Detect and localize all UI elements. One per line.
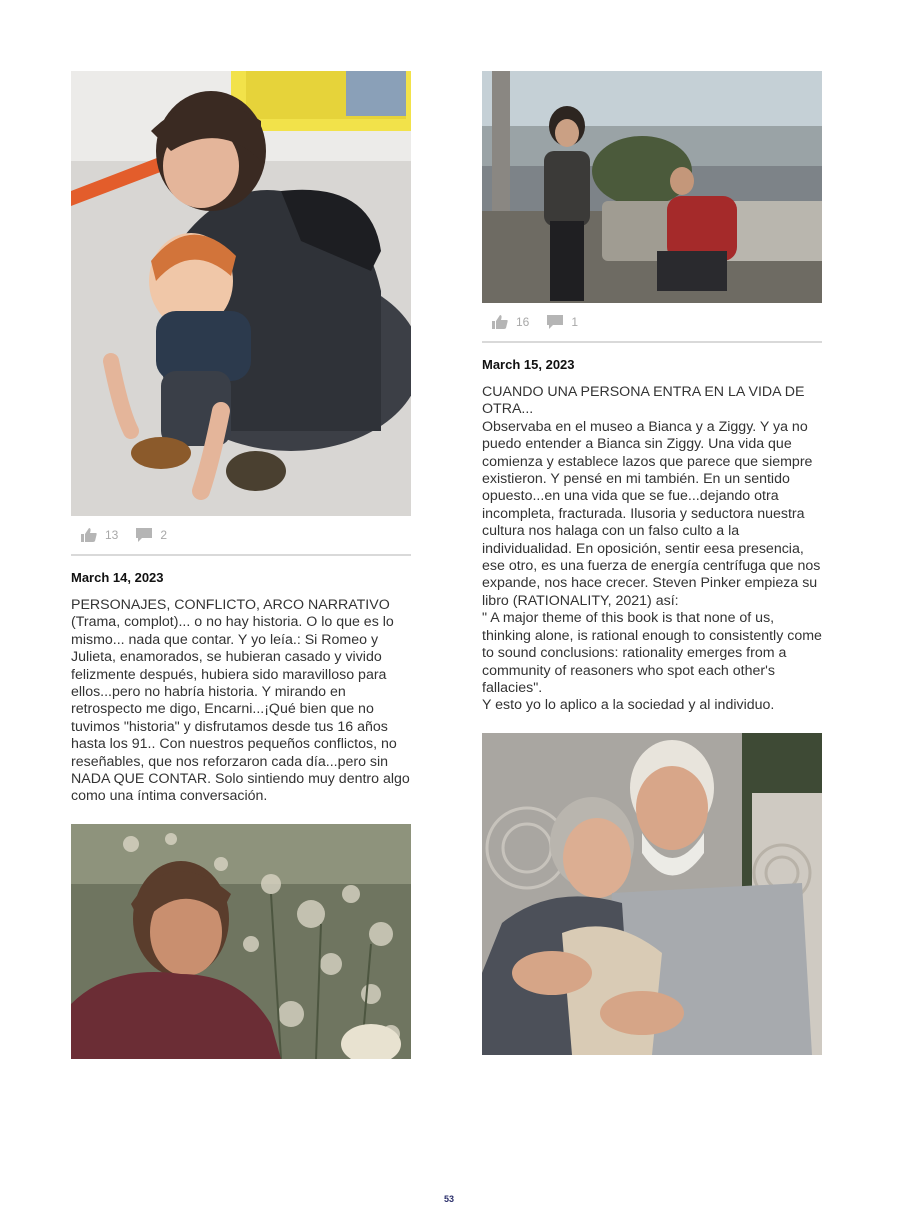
post-body — [71, 597, 411, 806]
post-body — [482, 384, 822, 715]
comment-count: 1 — [571, 315, 579, 329]
page-number: 53 — [443, 1194, 454, 1204]
post-date: March 15, 2023 — [482, 357, 575, 372]
comment-count: 2 — [160, 528, 168, 542]
post-column-left — [71, 71, 411, 1059]
elderly-couple-embrace-photo — [482, 733, 822, 1055]
like-counter[interactable] — [81, 528, 118, 542]
post-paragraph: CUANDO UNA PERSONA ENTRA EN LA VIDA DE OTRA... — [482, 384, 805, 418]
post-date: March 14, 2023 — [71, 570, 164, 585]
post-paragraph: Observaba en el museo a Bianca y a Ziggy. Y ya no puedo entender a Bianca sin Ziggy. Una vida que comienza y establece lazos que parece que siempre existieron. Y pensé en mi también. En un sentido opuesto...en una vida que se fue...dejando otra incompleta, fracturada. Ilusoria y seductora nuestra cultura nos halaga con un falso culto a la individualidad. En oposición, sentir eesa presencia, ese otro, es una fuerza de energía centrífuga que nos expande, nos hace crecer. Steven Pinker empieza su libro (RATIONALITY, 2021) así: — [482, 418, 821, 609]
post-stats — [482, 303, 822, 343]
comment-icon — [136, 528, 152, 543]
post-paragraph: Y esto yo lo aplico a la sociedad y al individuo. — [482, 697, 775, 714]
comment-counter[interactable] — [547, 315, 578, 330]
post-paragraph: PERSONAJES, CONFLICTO, ARCO NARRATIVO (Trama, complot)... o no hay historia. O lo que es lo mismo... nada que contar. Y yo leía.: Si Romeo y Julieta, enamorados, se hubieran casado y vivido felizmente después, hubiera sido maravilloso para ellos...pero no habría historia. Y mirando en retrospecto me digo, Encarni...¡Qué bien que no tuvimos "historia" y disfrutamos desde tus 16 años hasta los 91.. Con nuestros pequeños conflictos, no reseñables, que nos reforzaron cada día...pero sin NADA QUE CONTAR. Solo sintiendo muy dentro algo como una íntima conversación. — [71, 597, 410, 805]
thumbs-up-icon — [492, 315, 508, 329]
comment-icon — [547, 315, 563, 330]
like-count: 13 — [105, 528, 119, 542]
couple-on-terrace-photo — [482, 71, 822, 303]
woman-with-child-photo — [71, 71, 411, 516]
comment-counter[interactable] — [136, 528, 167, 543]
post-stats — [71, 516, 411, 556]
post-paragraph: " A major theme of this book is that none of us, thinking alone, is rational enough to consistently come to sound conclusions: rationality emerges from a community of reasoners who spot each other's fallacies". — [482, 610, 822, 696]
post-column-right — [482, 71, 822, 1055]
like-counter[interactable] — [492, 315, 529, 329]
woman-in-flowers-photo — [71, 824, 411, 1059]
thumbs-up-icon — [81, 528, 97, 542]
like-count: 16 — [516, 315, 530, 329]
